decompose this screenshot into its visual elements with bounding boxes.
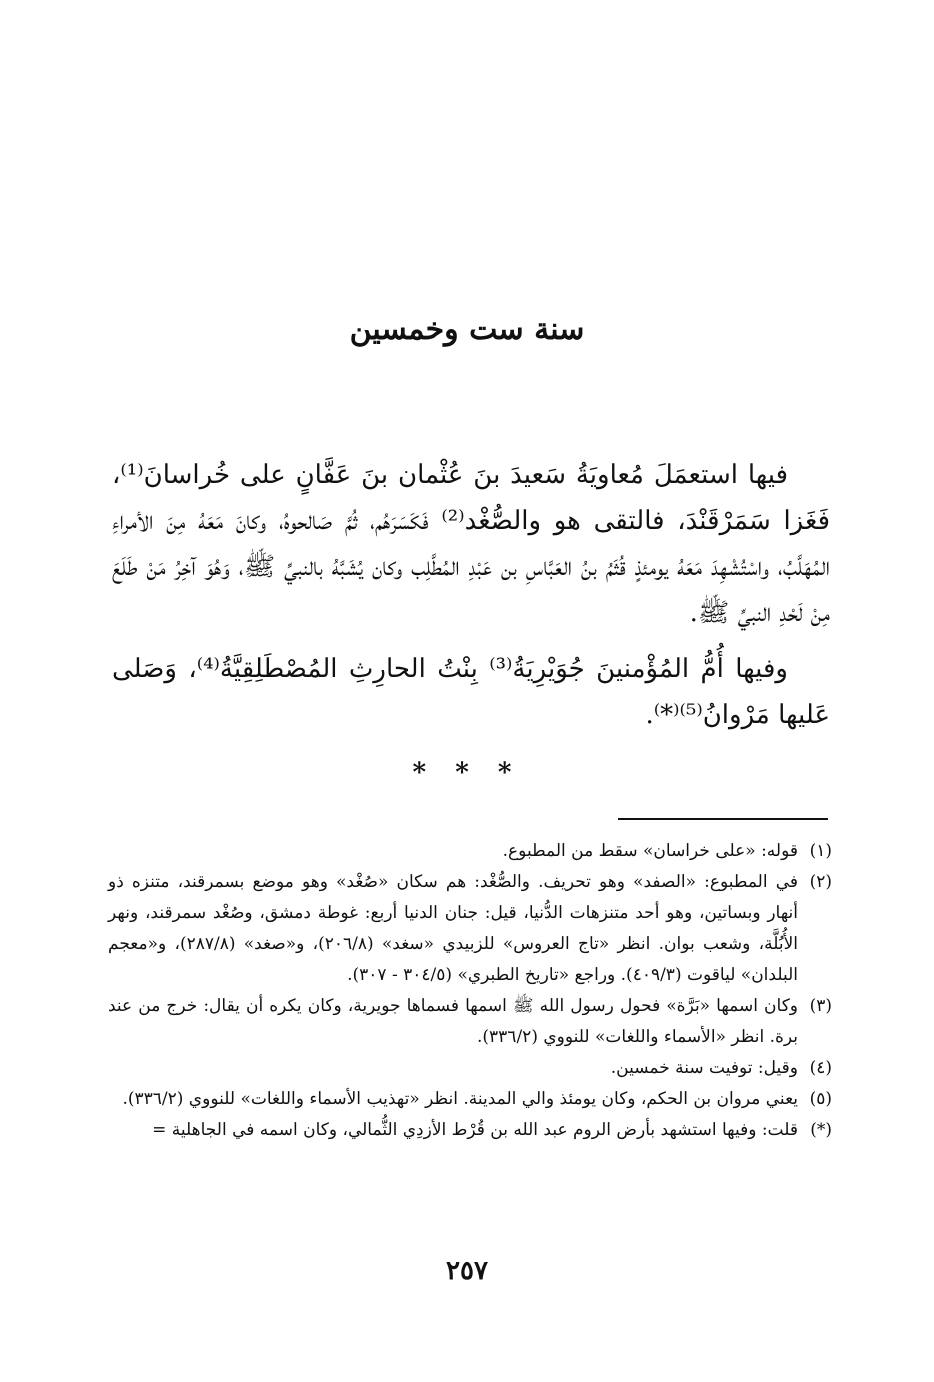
footnote [108, 1084, 832, 1115]
footnote-text: قلت: وفيها استشهد بأرض الروم عبد الله بن قُرْط الأزدِي الثُّمالي، وكان اسمه في الجاهلية = [152, 1120, 798, 1140]
footnote-marker: (٤) [809, 1058, 832, 1078]
page-number: ٢٥٧ [446, 1256, 488, 1286]
footnote [108, 836, 832, 867]
footnote-text: في المطبوع: «الصفد» وهو تحريف. والصُّغْد: هم سكان «صُغْد» وهو موضع بسمرقند، متنزه ذو أنهار وبساتين، وهو أحد متنزهات الدُّنيا، قيل: جنان الدنيا أربع: غوطة دمشق، وصُغْد سمرقند، ونهر الأُبُلَّة، وشعب بوان. انظر «تاج العروس» للزبيدي «سغد» (٢٠٦/٨)، و«صغد» (٢٨٧/٨)، و«معجم البلدان» لياقوت (٤٠٩/٣). وراجع «تاريخ الطبري» (٣٠٤/٥ - ٣٠٧). [108, 872, 798, 985]
footnote-text: وقيل: توفيت سنة خمسين. [610, 1058, 798, 1078]
footnote-text: قوله: «على خراسان» سقط من المطبوع. [502, 841, 798, 861]
footnote-text: وكان اسمها «بَرَّة» فحول رسول الله ﷺ اسمها فسماها جويرية، وكان يكره أن يقال: خرج من عند برة. انظر «الأسماء واللغات» للنووي (٣٣٦/٢). [108, 996, 798, 1047]
footnote [108, 1053, 832, 1084]
main-text [112, 452, 830, 738]
footnote [108, 991, 832, 1053]
footnotes [108, 836, 832, 1146]
footnote [108, 867, 832, 991]
paragraph: وفيها أُمُّ المُؤْمنينَ جُوَيْرِيَةُ⁽³⁾ بِنْتُ الحارِثِ المُصْطَلِقِيَّةُ⁽⁴⁾، وَصَلى عَليها مَرْوانُ⁽⁵⁾⁽*⁾. [112, 654, 830, 730]
footnote-marker: (*) [810, 1120, 832, 1140]
footnote-divider [618, 818, 828, 820]
footnote [108, 1115, 832, 1146]
chapter-heading: سنة ست وخمسين [349, 312, 585, 347]
paragraph: فيها استعمَلَ مُعاويَةُ سَعيدَ بنَ عُثْمان بنَ عَفَّانٍ على خُراسانَ⁽¹⁾، فَغَزا سَمَرْقَنْدَ، فالتقى هو والصُّغْد⁽²⁾ فَكَسَرَهُم، ثُمَّ صَالحوهُ، وكانَ مَعَهُ مِنَ الأمراءِ المُهَلَّبُ، واسْتُشْهِدَ مَعَهُ يومئذٍ قُثَمُ بنُ العَبَّاسِ بن عَبْدِ المُطَّلِب وكان يُشَبَّهُ بالنبيِّ ﷺ، وَهُوَ آخِرُ مَنْ طَلَعَ مِنْ لَحْدِ النبيِّ ﷺ. [112, 460, 830, 628]
footnote-marker: (٣) [809, 996, 832, 1016]
section-separator: * * * [412, 758, 522, 788]
footnote-text: يعني مروان بن الحكم، وكان يومئذ والي المدينة. انظر «تهذيب الأسماء واللغات» للنووي (٣٣٦/٢). [122, 1089, 798, 1109]
footnote-marker: (٢) [809, 872, 832, 892]
footnote-marker: (٥) [809, 1089, 832, 1109]
footnote-marker: (١) [809, 841, 832, 861]
